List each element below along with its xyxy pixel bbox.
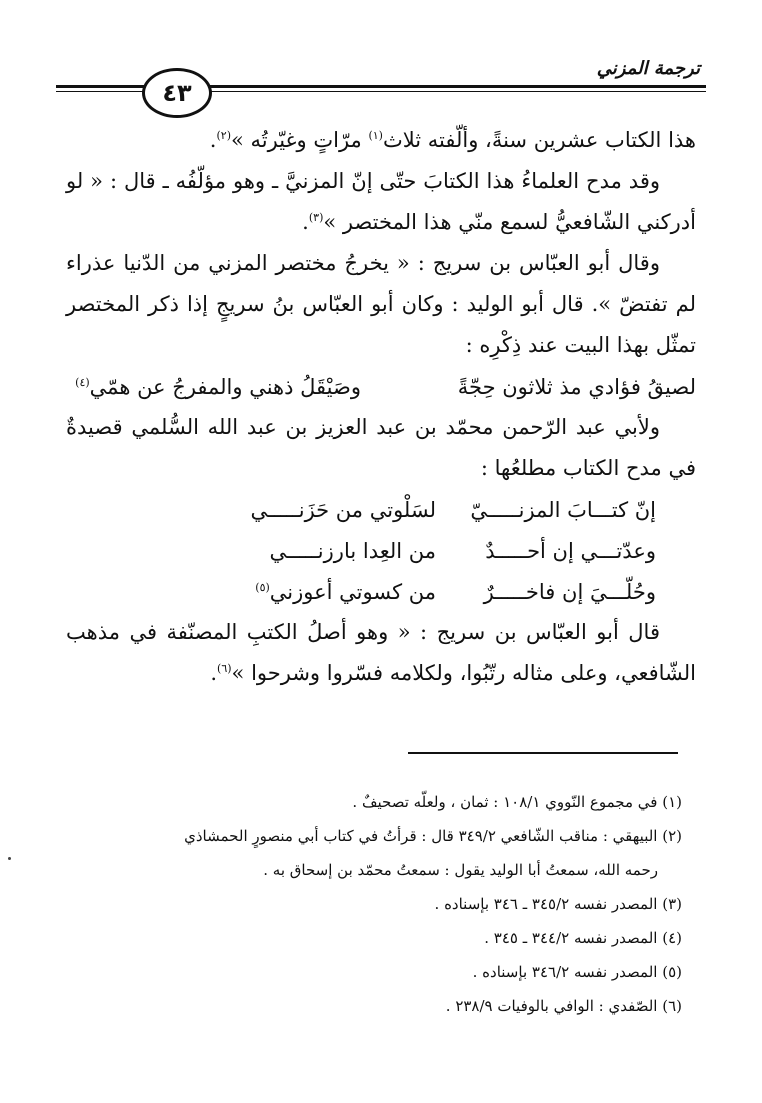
footnote-ref[interactable]: (٥) [255,580,270,594]
scan-speck [8,857,11,860]
main-text [66,120,696,694]
footnote-1: (١) في مجموع النّووي ١٠٨/١ : ثمان ، ولعلّه تصحيفٌ . [352,793,682,811]
text-span: هذا الكتاب عشرين سنةً، وألّفته ثلاث [382,128,696,152]
paragraph-2 [66,161,696,243]
text-span: . [302,210,309,234]
paragraph-4: ولأبي عبد الرّحمن محمّد بن عبد العزيز بن عبد الله السُّلمي قصيدةٌ في مدح الكتاب مطلعُها : [66,415,696,480]
text-span: . [210,661,218,685]
footnote-2: (٢) البيهقي : مناقب الشّافعي ٣٤٩/٢ قال : قرأتُ في كتاب أبي منصورٍ الحمشاذي [184,827,682,845]
footnote-separator [408,752,678,754]
paragraph-1 [66,120,696,161]
text-span: من كسوتي أعوزني [269,579,436,604]
verse-line [66,366,696,407]
footnote-ref[interactable]: (٦) [217,662,232,675]
paragraph-5 [66,612,696,694]
footnotes [66,785,682,1023]
poem [66,489,656,612]
poem-hemistich-2: من العِدا بارزنـــــي [269,538,436,563]
footnote-ref[interactable]: (١) [368,129,383,142]
poem-line [66,571,656,612]
footnote-4: (٤) المصدر نفسه ٣٤٤/٢ ـ ٣٤٥ . [484,929,682,947]
footnote-ref[interactable]: (٤) [75,375,90,389]
verse-hemistich-1: لصيقُ فؤادي مذ ثلاثون حِجّةً [457,374,696,399]
poem-line [66,489,656,530]
running-header-title: ترجمة المزني [596,58,700,79]
verse-hemistich-2 [66,375,361,399]
footnote-2-continuation: رحمه الله، سمعتُ أبا الوليد يقول : سمعتُ محمّد بن إسحاق به . [263,861,658,879]
paragraph-3: وقال أبو العبّاس بن سريج : « يخرجُ مختصر المزني من الدّنيا عذراء لم تفتضّ ». قال أبو الوليد : وكان أبو العبّاس بنُ سريجٍ إذا ذكر المختصر تمثّل بهذا البيت عند ذِكْرِه : [66,251,696,357]
poem-hemistich-1: وعدّتـــي إن أحـــــدٌ [485,538,656,563]
footnote-6: (٦) الصّفدي : الوافي بالوفيات ٢٣٨/٩ . [445,997,682,1015]
poem-hemistich-1: إنّ كتـــابَ المزنـــــيّ [470,497,656,522]
poem-hemistich-2: لسَلْوتي من حَزَنـــــي [250,497,436,522]
text-span: وقد مدح العلماءُ هذا الكتابَ حتّى إنّ المزنيَّ ـ وهو مؤلّفُه ـ قال : « لو أدركني الشّافعيُّ لسمع منّي هذا المختصر » [66,169,696,234]
text-span: . [209,128,217,152]
footnote-ref[interactable]: (٢) [216,129,231,142]
footnote-5: (٥) المصدر نفسه ٣٤٦/٢ بإسناده . [472,963,682,981]
poem-hemistich-1: وحُلّـــيَ إن فاخـــــرٌ [483,579,656,604]
text-span: وصَيْقَلُ ذهني والمفرجُ عن همّي [89,374,361,399]
poem-line [66,530,656,571]
text-span: مرّاتٍ وغيّرتُه » [230,128,369,152]
poem-hemistich-2 [66,580,436,604]
footnote-3: (٣) المصدر نفسه ٣٤٥/٢ ـ ٣٤٦ بإسناده . [434,895,682,913]
footnote-ref[interactable]: (٣) [308,211,324,224]
text-span: قال أبو العبّاس بن سريج : « وهو أصلُ الكتبِ المصنّفة في مذهب الشّافعي، وعلى مثاله رتّبُوا، ولكلامه فسّروا وشرحوا » [66,620,696,685]
page-number: ٤٣ [142,68,212,118]
